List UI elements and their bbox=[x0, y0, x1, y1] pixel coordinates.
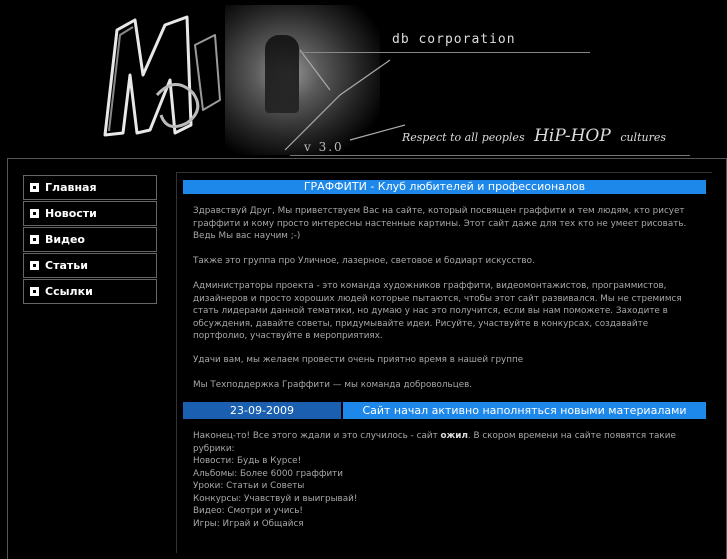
sidebar-item-label: Главная bbox=[45, 181, 97, 194]
news-line: Игры: Играй и Общайся bbox=[193, 518, 304, 529]
support-paragraph: Мы Техподдержка Граффити — мы команда добровольцев. bbox=[193, 380, 473, 390]
news-line: Альбомы: Более 6000 граффити bbox=[193, 468, 344, 479]
sidebar-nav bbox=[23, 175, 157, 305]
news-line: Конкурсы: Учавствуй и выигрывай! bbox=[193, 493, 358, 504]
site-header bbox=[0, 0, 727, 160]
news-body bbox=[193, 430, 703, 530]
sidebar-item-links[interactable] bbox=[23, 279, 157, 304]
news-header bbox=[183, 402, 706, 419]
tagline-part-2: cultures bbox=[620, 131, 666, 144]
page-title: ГРАФФИТИ - Клуб любителей и профессионалов bbox=[183, 180, 706, 194]
news-title-link[interactable]: Сайт начал активно наполняться новыми материалами bbox=[343, 402, 706, 419]
sidebar-item-news[interactable] bbox=[23, 201, 157, 226]
sidebar-item-label: Видео bbox=[45, 233, 85, 246]
header-tagline bbox=[402, 126, 666, 146]
brand-divider bbox=[300, 52, 590, 53]
bullet-icon bbox=[30, 183, 39, 192]
brand-name: db corporation bbox=[392, 32, 516, 47]
tagline-divider bbox=[290, 155, 690, 156]
bullet-icon bbox=[30, 235, 39, 244]
news-intro-text-end: . В скором времени на сайте появятся такие рубрики: bbox=[193, 431, 676, 454]
intro-paragraph: Здравствуй Друг, Мы приветствуем Вас на сайте, который посвящен граффити и тем людям, кто рисует граффити и кому просто интересны настенные картины. Этот сайт даже для тех кто не умеет рисовать. Ведь Мы вас научим ;-) bbox=[193, 206, 687, 241]
sidebar-item-articles[interactable] bbox=[23, 253, 157, 278]
news-intro-text: Наконец-то! Все этого ждали и это случилось - сайт bbox=[193, 431, 441, 441]
bullet-icon bbox=[30, 209, 39, 218]
news-line: Новости: Будь в Курсе! bbox=[193, 456, 302, 466]
graffiti-logo-icon[interactable] bbox=[95, 5, 235, 155]
news-line: Видео: Смотри и учись! bbox=[193, 506, 303, 516]
decorative-lines-icon bbox=[280, 40, 410, 155]
news-intro bbox=[193, 430, 703, 455]
wishes-paragraph: Удачи вам, мы желаем провести очень приятно время в нашей группе bbox=[193, 355, 524, 365]
tagline-part-1: Respect to all peoples bbox=[402, 131, 525, 144]
main-content bbox=[176, 172, 712, 553]
tagline-hiphop: HiP-HOP bbox=[534, 126, 611, 146]
admins-paragraph: Администраторы проекта - это команда художников граффити, видеомонтажистов, программистов, дизайнеров и просто хороших людей которые пытаются, чтобы этот сайт развивался. Мы не стремимся стать лидерами данной тематики, но думаю у нас это получится, если вы нам поможете. Заходите в обсуждения, давайте советы, придумывайте идеи. Рисуйте, участвуйте в конкурсах, создавайте портфолио, участвуйте в мероприятиях. bbox=[193, 281, 682, 341]
sidebar-item-label: Ссылки bbox=[45, 285, 93, 298]
bullet-icon bbox=[30, 261, 39, 270]
news-intro-bold: ожил bbox=[440, 431, 468, 441]
bullet-icon bbox=[30, 287, 39, 296]
news-line: Уроки: Статьи и Советы bbox=[193, 481, 305, 491]
sidebar-item-video[interactable] bbox=[23, 227, 157, 252]
sidebar-item-label: Новости bbox=[45, 207, 97, 220]
news-date: 23-09-2009 bbox=[183, 402, 341, 419]
sidebar-item-label: Статьи bbox=[45, 259, 88, 272]
art-types-paragraph: Также это группа про Уличное, лазерное, световое и бодиарт искусство. bbox=[193, 256, 535, 266]
version-label: v 3.0 bbox=[304, 140, 344, 154]
sidebar-item-home[interactable] bbox=[23, 175, 157, 200]
